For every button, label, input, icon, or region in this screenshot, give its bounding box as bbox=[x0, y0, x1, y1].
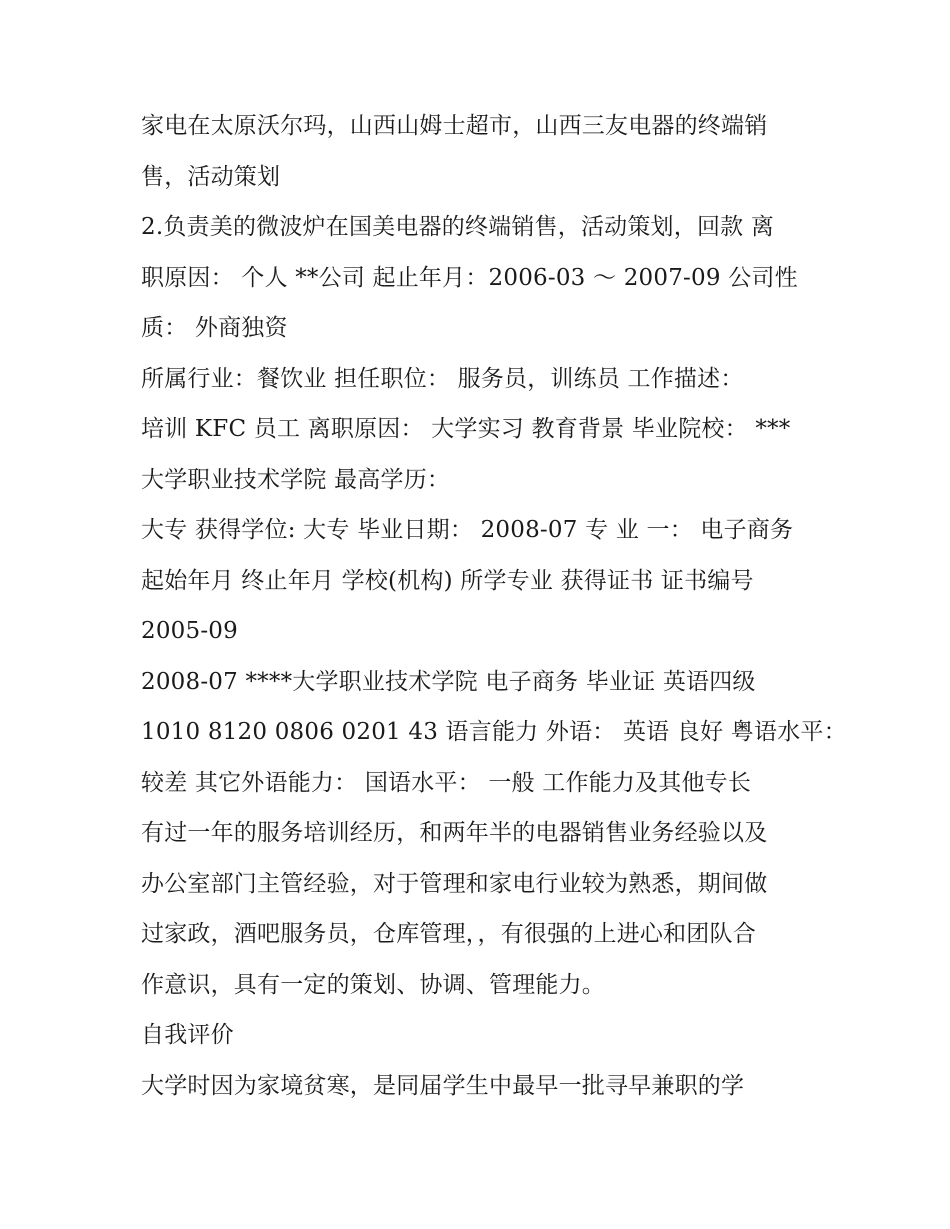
text-line: 1010 8120 0806 0201 43 语言能力 外语： 英语 良好 粤语水平： bbox=[141, 719, 847, 745]
text-line: 2005-09 bbox=[141, 618, 238, 644]
resume-text-block bbox=[141, 101, 847, 1111]
text-line: 有过一年的服务培训经历，和两年半的电器销售业务经验以及 bbox=[141, 820, 768, 846]
section-heading-self-evaluation: 自我评价 bbox=[141, 1022, 234, 1048]
text-line: 起始年月 终止年月 学校(机构) 所学专业 获得证书 证书编号 bbox=[141, 567, 754, 594]
text-line: 2008-07 ****大学职业技术学院 电子商务 毕业证 英语四级 bbox=[141, 668, 756, 695]
text-line: 职原因： 个人 **公司 起止年月：2006-03 ～ 2007-09 公司性 bbox=[141, 264, 798, 291]
text-line: 家电在太原沃尔玛，山西山姆士超市，山西三友电器的终端销 bbox=[141, 113, 768, 139]
text-line: 培训 KFC 员工 离职原因： 大学实习 教育背景 毕业院校： *** bbox=[141, 416, 791, 442]
text-line: 质： 外商独资 bbox=[141, 315, 288, 341]
text-line: 作意识，具有一定的策划、协调、管理能力。 bbox=[141, 971, 605, 998]
text-line: 办公室部门主管经验，对于管理和家电行业较为熟悉，期间做 bbox=[141, 870, 768, 897]
text-line: 2.负责美的微波炉在国美电器的终端销售，活动策划，回款 离 bbox=[141, 214, 775, 240]
text-line: 所属行业：餐饮业 担任职位： 服务员，训练员 工作描述： bbox=[141, 365, 744, 392]
text-line: 大专 获得学位: 大专 毕业日期： 2008-07 专 业 一： 电子商务 bbox=[141, 517, 794, 543]
text-line: 大学时因为家境贫寒，是同届学生中最早一批寻早兼职的学 bbox=[141, 1072, 745, 1099]
text-line: 大学职业技术学院 最高学历： bbox=[141, 466, 451, 493]
text-line: 过家政，酒吧服务员，仓库管理，，有很强的上进心和团队合 bbox=[141, 921, 756, 947]
text-line: 较差 其它外语能力： 国语水平： 一般 工作能力及其他专长 bbox=[141, 769, 752, 796]
text-line: 售，活动策划 bbox=[141, 163, 281, 190]
